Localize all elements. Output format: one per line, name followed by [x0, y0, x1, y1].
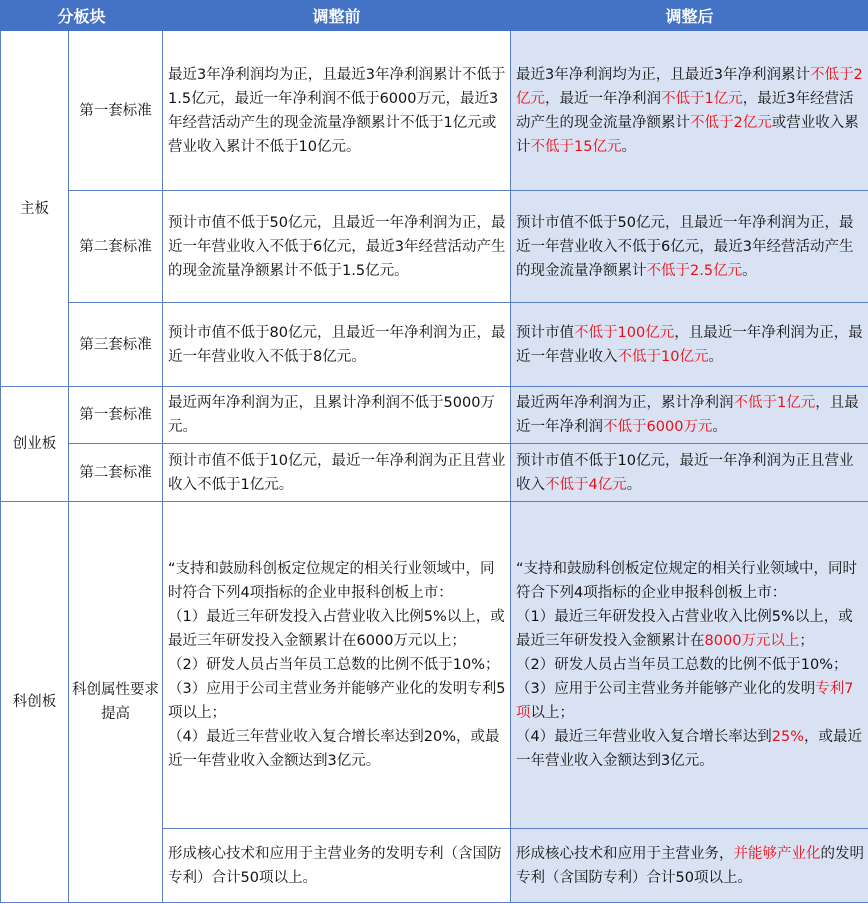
header-row — [1, 0, 868, 31]
after-cell — [511, 444, 868, 502]
after-cell — [511, 191, 868, 303]
header-after: 调整后 — [511, 0, 868, 31]
text-segment: 最近两年净利润为正，累计净利润 — [516, 395, 734, 411]
text-segment: 预计市值 — [516, 324, 575, 341]
standard-cell: 第一套标准 — [69, 31, 163, 191]
before-cell: 最近3年净利润均为正，且最近3年净利润累计不低于1.5亿元，最近一年净利润不低于6000万元，最近3年经营活动产生的现金流量净额累计不低于1亿元或营业收入累计不低于10亿元。 — [163, 31, 511, 191]
text-segment: ，且最近一年净利润 — [516, 395, 859, 435]
text-segment: 形成核心技术和应用于主营业务， — [516, 845, 734, 862]
header-before: 调整前 — [163, 0, 511, 31]
changed-text: 不低于2亿元 — [690, 114, 772, 131]
criteria-line — [516, 653, 864, 677]
standard-cell: 第三套标准 — [69, 303, 163, 387]
table-row — [1, 303, 868, 387]
text-segment: 。 — [621, 138, 636, 155]
changed-text: 不低于1亿元 — [661, 90, 743, 107]
text-segment: 或营业收入累计 — [516, 114, 859, 155]
changed-text: 专利7项 — [516, 681, 854, 721]
changed-text: 并能够产业化 — [733, 845, 821, 862]
text-segment: （4）最近三年营业收入复合增长率达到 — [516, 729, 772, 745]
criteria-line: （1）最近三年研发投入占营业收入比例5%以上，或最近三年研发投入金额累计在6000万元以上； — [168, 609, 505, 649]
text-segment: ，最近3年经营活动产生的现金流量净额累计 — [516, 90, 854, 131]
text-segment: “支持和鼓励科创板定位规定的相关行业领域中，同时符合下列4项指标的企业申报科创板上市： — [516, 561, 858, 601]
after-cell — [511, 31, 868, 191]
text-segment: 。 — [626, 476, 642, 493]
after-cell — [511, 829, 868, 903]
text-segment: 以上； — [530, 705, 575, 721]
text-segment: ，且最近一年净利润为正，最近一年营业收入 — [516, 324, 863, 365]
before-cell: 预计市值不低于80亿元，且最近一年净利润为正，最近一年营业收入不低于8亿元。 — [163, 303, 511, 387]
before-cell: 预计市值不低于50亿元，且最近一年净利润为正，最近一年营业收入不低于6亿元，最近3年经营活动产生的现金流量净额累计不低于1.5亿元。 — [163, 191, 511, 303]
text-segment: ； — [799, 633, 814, 649]
criteria-line: （2）研发人员占当年员工总数的比例不低于10%； — [168, 657, 500, 673]
text-segment: 的发明专利（含国防专利）合计50项以上。 — [516, 845, 865, 886]
changed-text: 不低于4亿元 — [545, 476, 627, 493]
criteria-line — [516, 557, 864, 605]
before-cell — [163, 502, 511, 829]
criteria-line — [516, 605, 864, 653]
table-row — [1, 191, 868, 303]
table-row — [1, 444, 868, 502]
text-segment: ，最近一年净利润 — [545, 90, 662, 107]
before-cell: 预计市值不低于10亿元，最近一年净利润为正且营业收入不低于1亿元。 — [163, 444, 511, 502]
before-cell: 形成核心技术和应用于主营业务的发明专利（含国防专利）合计50项以上。 — [163, 829, 511, 903]
changed-text: 不低于100亿元 — [574, 324, 675, 341]
criteria-line: （4）最近三年营业收入复合增长率达到20%，或最近一年营业收入金额达到3亿元。 — [168, 729, 500, 769]
changed-text: 不低于2.5亿元 — [646, 262, 743, 279]
text-segment: 。 — [742, 262, 757, 279]
changed-text: 不低于10亿元 — [617, 348, 709, 365]
changed-text: 25% — [771, 729, 804, 745]
criteria-line — [516, 677, 864, 725]
board-cell-chinext: 创业板 — [1, 387, 69, 502]
text-segment: 最近3年净利润均为正，且最近3年净利润累计 — [516, 66, 810, 83]
changed-text: 不低于1亿元 — [733, 395, 816, 411]
text-segment: 。 — [708, 348, 723, 365]
criteria-line: “支持和鼓励科创板定位规定的相关行业领域中，同时符合下列4项指标的企业申报科创板上市： — [168, 561, 495, 601]
text-segment: 预计市值不低于50亿元，且最近一年净利润为正，最近一年营业收入不低于6亿元，最近3年经营活动产生的现金流量净额累计 — [516, 214, 854, 279]
text-segment: （2）研发人员占当年员工总数的比例不低于10%； — [516, 657, 848, 673]
text-segment: （3）应用于公司主营业务并能够产业化的发明 — [516, 681, 816, 697]
header-board: 分板块 — [1, 0, 163, 31]
board-cell-main: 主板 — [1, 31, 69, 387]
changed-text: 不低于15亿元 — [530, 138, 622, 155]
changed-text: 不低于6000万元 — [603, 419, 713, 435]
before-cell: 最近两年净利润为正，且累计净利润不低于5000万元。 — [163, 387, 511, 444]
standard-cell: 第二套标准 — [69, 444, 163, 502]
text-segment: （1）最近三年研发投入占营业收入比例5%以上，或最近三年研发投入金额累计在 — [516, 609, 853, 649]
after-cell — [511, 387, 868, 444]
standard-cell: 科创属性要求提高 — [69, 502, 163, 903]
table-row — [1, 387, 868, 444]
changed-text: 不低于2亿元 — [516, 66, 863, 107]
changed-text: 8000万元以上 — [704, 633, 800, 649]
standard-cell: 第二套标准 — [69, 191, 163, 303]
text-segment: ，或最近一年营业收入金额达到3亿元。 — [516, 729, 862, 769]
board-cell-star: 科创板 — [1, 502, 69, 903]
standard-cell: 第一套标准 — [69, 387, 163, 444]
criteria-line: （3）应用于公司主营业务并能够产业化的发明专利5项以上； — [168, 681, 506, 721]
after-cell — [511, 303, 868, 387]
table-row — [1, 502, 868, 829]
after-cell — [511, 502, 868, 829]
text-segment: 预计市值不低于10亿元，最近一年净利润为正且营业收入 — [516, 452, 854, 493]
table-row — [1, 31, 868, 191]
criteria-line — [516, 725, 864, 773]
text-segment: 。 — [712, 419, 727, 435]
